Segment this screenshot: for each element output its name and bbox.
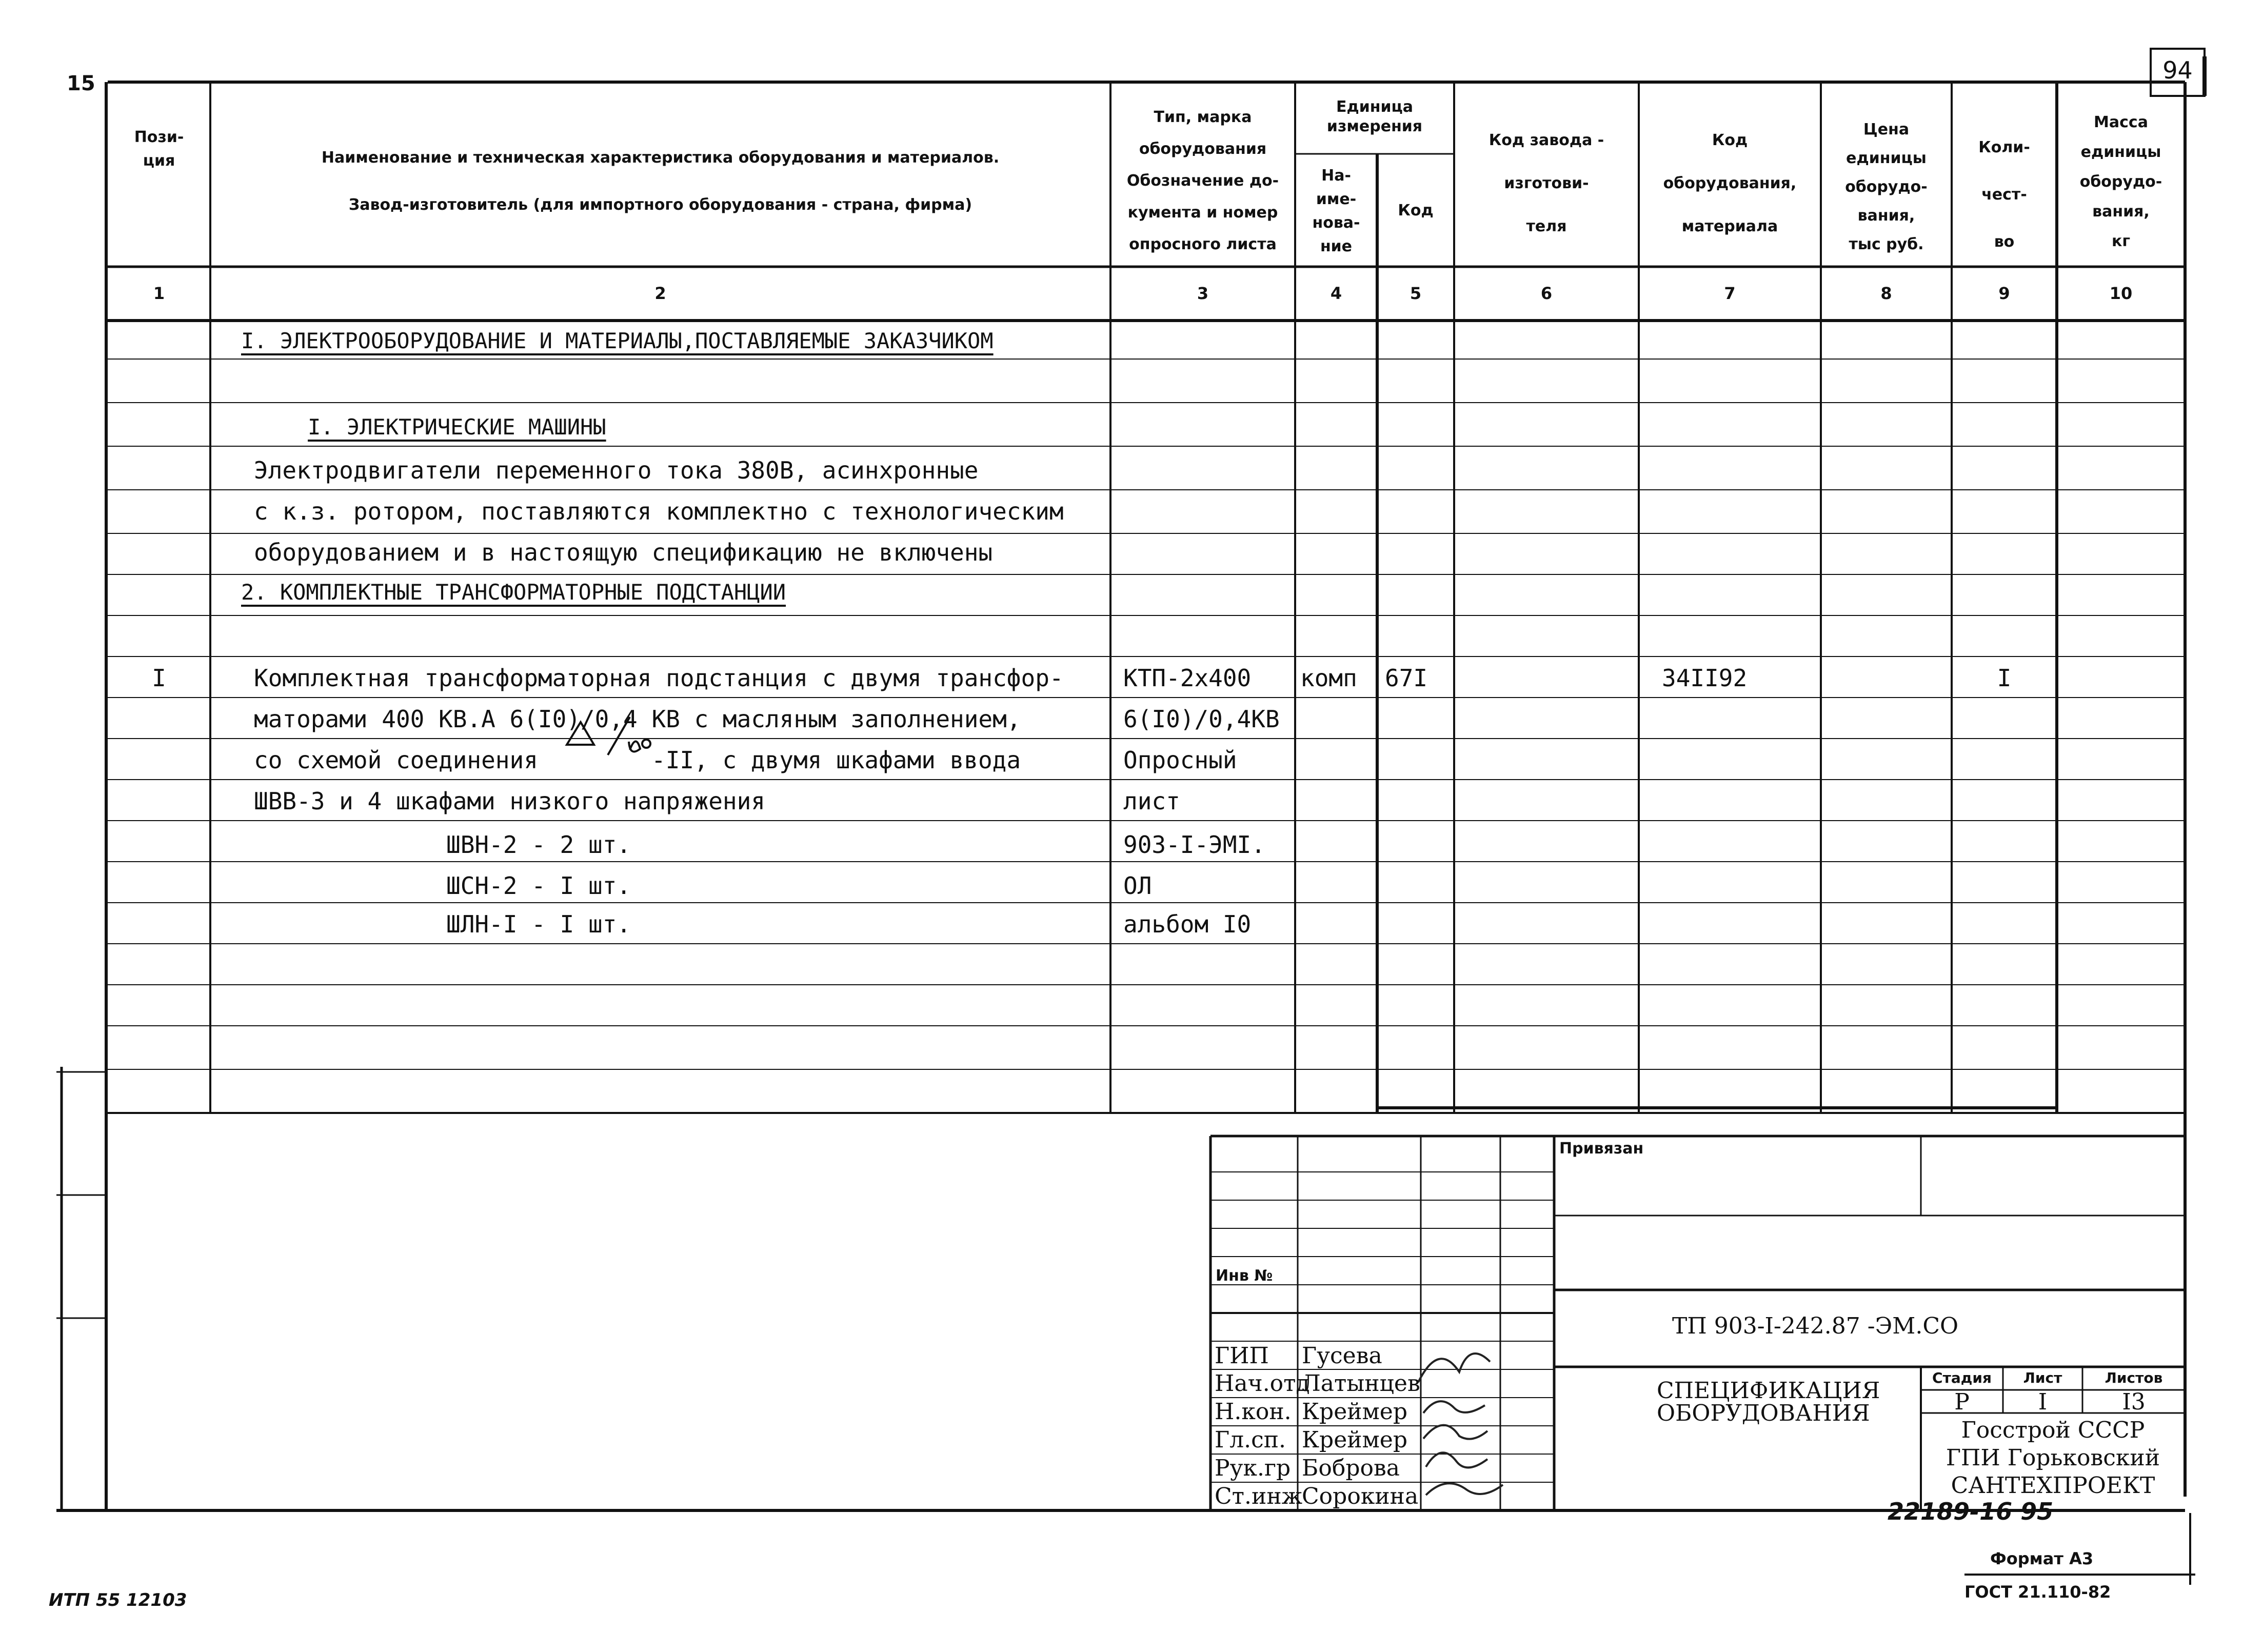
header-col-8-line: Цена bbox=[1863, 121, 1910, 138]
item-type-line: 6(I0)/0,4КВ bbox=[1123, 705, 1280, 733]
organization-line: САНТЕХПРОЕКТ bbox=[1951, 1472, 2155, 1499]
item-description-line: -II, с двумя шкафами ввода bbox=[651, 746, 1021, 774]
header-unit-group bbox=[1295, 97, 1454, 136]
header-col-2 bbox=[210, 134, 1110, 229]
header-col-10-line: кг bbox=[2111, 232, 2131, 250]
stage-value: Р bbox=[1954, 1389, 1970, 1415]
header-col-3-line: оборудования bbox=[1139, 140, 1267, 158]
header-col-6 bbox=[1454, 119, 1639, 248]
header-col-4-line: име- bbox=[1316, 190, 1357, 208]
header-col-9-line: Коли- bbox=[1978, 138, 2030, 156]
item-sub-line: ШВН-2 - 2 шт. bbox=[446, 831, 631, 859]
header-col-10-line: оборудо- bbox=[2079, 173, 2162, 191]
header-col-7-line: материала bbox=[1681, 217, 1778, 235]
header-col-3-line: Обозначение до- bbox=[1126, 172, 1279, 190]
signature-name: Креймер bbox=[1302, 1427, 1408, 1453]
header-col-7-line: Код bbox=[1712, 131, 1748, 149]
header-col-8-line: тыс руб. bbox=[1849, 235, 1924, 253]
subsection-heading: 2. КОМПЛЕКТНЫЕ ТРАНСФОРМАТОРНЫЕ ПОДСТАНЦИИ bbox=[241, 580, 786, 605]
item-sub-line: ШЛН-I - I шт. bbox=[446, 910, 631, 938]
document-title-line: СПЕЦИФИКАЦИЯ bbox=[1657, 1378, 1880, 1404]
column-number: 4 bbox=[1330, 284, 1342, 303]
header-col-10-line: Масса bbox=[2094, 113, 2148, 131]
stamp-number: 94 bbox=[2162, 56, 2193, 84]
inv-no-label: Инв № bbox=[1216, 1267, 1273, 1285]
sheet-corner-number: 15 bbox=[67, 72, 95, 95]
item-equipment-code: 34II92 bbox=[1662, 664, 1748, 692]
header-col-3-line: Тип, марка bbox=[1154, 108, 1252, 126]
header-col-4-line: На- bbox=[1321, 167, 1351, 185]
header-col-2-line: Завод-изготовитель (для импортного оборудования - страна, фирма) bbox=[348, 196, 972, 214]
header-col-9-line: чест- bbox=[1981, 186, 2027, 204]
item-type-line: КТП-2х400 bbox=[1123, 664, 1252, 692]
sheets-header: Листов bbox=[2105, 1369, 2163, 1386]
section-heading: I. ЭЛЕКТРООБОРУДОВАНИЕ И МАТЕРИАЛЫ,ПОСТАВЛЯЕМЫЕ ЗАКАЗЧИКОМ bbox=[241, 328, 994, 353]
item-description-line: маторами 400 КВ.А 6(I0)/0,4 КВ с масляным заполнением, bbox=[254, 705, 1021, 733]
header-col-10-line: вания, bbox=[2092, 203, 2150, 221]
signature-name: Боброва bbox=[1302, 1455, 1400, 1481]
header-unit-group-line: Единица bbox=[1336, 98, 1413, 116]
sheet-header: Лист bbox=[2023, 1369, 2062, 1386]
document-title bbox=[1657, 1380, 1880, 1425]
document-title-line: ОБОРУДОВАНИЯ bbox=[1657, 1400, 1870, 1426]
format-label: Формат А3 bbox=[1990, 1549, 2094, 1568]
document-code: ТП 903-I-242.87 -ЭМ.СО bbox=[1672, 1313, 1959, 1339]
column-number: 9 bbox=[1998, 284, 2010, 303]
header-col-7 bbox=[1639, 119, 1821, 248]
note-line: с к.з. ротором, поставляются комплектно с технологическим bbox=[254, 497, 1064, 525]
header-col-10-line: единицы bbox=[2080, 143, 2161, 161]
sheet-value: I bbox=[2038, 1389, 2048, 1415]
header-col-9 bbox=[1952, 124, 2057, 266]
header-col-1-line: Пози- bbox=[134, 128, 184, 146]
handwritten-number: 22189-16 95 bbox=[1888, 1498, 2054, 1525]
header-col-9-line: во bbox=[1994, 233, 2015, 251]
header-col-8-line: единицы bbox=[1846, 149, 1927, 167]
header-col-6-line: Код завода - bbox=[1488, 131, 1604, 149]
signature-role: Гл.сп. bbox=[1215, 1427, 1286, 1453]
header-col-4-line: нова- bbox=[1312, 214, 1360, 232]
item-type-line: Опросный bbox=[1123, 746, 1237, 774]
header-col-4 bbox=[1295, 164, 1377, 258]
header-col-8 bbox=[1821, 115, 1952, 259]
header-col-1-line: ция bbox=[143, 152, 175, 170]
header-col-3-line: опросного листа bbox=[1129, 235, 1277, 253]
column-number: 3 bbox=[1197, 284, 1209, 303]
item-type-line: ОЛ bbox=[1123, 872, 1152, 900]
header-col-10 bbox=[2057, 108, 2185, 256]
column-number: 7 bbox=[1724, 284, 1736, 303]
item-unit-name: комп bbox=[1300, 664, 1357, 692]
organization-line: Госстрой СССР bbox=[1961, 1417, 2145, 1443]
stage-header: Стадия bbox=[1932, 1369, 1992, 1386]
column-number: 1 bbox=[153, 284, 165, 303]
item-description-line: со схемой соединения bbox=[254, 746, 538, 774]
signature-name: Гусева bbox=[1302, 1343, 1382, 1369]
header-col-2-line: Наименование и техническая характеристика оборудования и материалов. bbox=[321, 149, 1000, 167]
header-col-5: Код bbox=[1398, 202, 1434, 220]
header-col-3-line: кумента и номер bbox=[1127, 204, 1278, 222]
sheets-value: I3 bbox=[2122, 1389, 2146, 1415]
signature-name: Латынцев bbox=[1302, 1370, 1420, 1397]
signature-role: Ст.инж bbox=[1215, 1483, 1303, 1509]
signature-role: ГИП bbox=[1215, 1343, 1269, 1369]
item-sub-line: ШСН-2 - I шт. bbox=[446, 872, 631, 900]
item-unit-code: 67I bbox=[1385, 664, 1428, 692]
signature-name: Сорокина bbox=[1302, 1483, 1419, 1509]
note-line: оборудованием и в настоящую спецификацию не включены bbox=[254, 539, 993, 566]
header-col-4-line: ние bbox=[1320, 237, 1353, 255]
header-unit-group-line: измерения bbox=[1326, 117, 1423, 135]
note-line: Электродвигатели переменного тока 380В, асинхронные bbox=[254, 456, 979, 484]
header-col-1 bbox=[108, 126, 210, 173]
subsection-heading: I. ЭЛЕКТРИЧЕСКИЕ МАШИНЫ bbox=[308, 414, 606, 440]
organization bbox=[1921, 1417, 2185, 1500]
header-col-7-line: оборудования, bbox=[1663, 174, 1797, 192]
item-quantity: I bbox=[1997, 664, 2012, 692]
item-type-line: альбом I0 bbox=[1123, 910, 1252, 938]
column-number: 6 bbox=[1540, 284, 1553, 303]
header-col-6-line: теля bbox=[1526, 217, 1567, 235]
signature-role: Рук.гр bbox=[1215, 1455, 1291, 1481]
header-col-3 bbox=[1110, 102, 1295, 261]
item-position: I bbox=[152, 664, 166, 692]
header-col-6-line: изготови- bbox=[1504, 174, 1589, 192]
column-number: 5 bbox=[1410, 284, 1422, 303]
item-type-line: 903-I-ЭМI. bbox=[1123, 831, 1265, 859]
signature-role: Н.кон. bbox=[1215, 1399, 1292, 1425]
signature-marks bbox=[1418, 1354, 1503, 1495]
signature-role: Нач.отд bbox=[1215, 1370, 1310, 1397]
column-number: 2 bbox=[654, 284, 666, 303]
header-col-8-line: вания, bbox=[1857, 207, 1915, 225]
signature-name: Креймер bbox=[1302, 1399, 1408, 1425]
gost-label: ГОСТ 21.110-82 bbox=[1964, 1582, 2111, 1602]
header-col-8-line: оборудо- bbox=[1845, 178, 1928, 196]
column-number: 8 bbox=[1880, 284, 1892, 303]
privyazan-label: Привязан bbox=[1559, 1140, 1644, 1158]
item-description-line: ШВВ-3 и 4 шкафами низкого напряжения bbox=[254, 787, 765, 815]
column-number: 10 bbox=[2109, 284, 2133, 303]
item-description-line: Комплектная трансформаторная подстанция с двумя трансфор- bbox=[254, 664, 1064, 692]
item-type-line: лист bbox=[1123, 787, 1180, 815]
footer-code: ИТП 55 12103 bbox=[49, 1590, 187, 1610]
organization-line: ГПИ Горьковский bbox=[1946, 1445, 2160, 1471]
